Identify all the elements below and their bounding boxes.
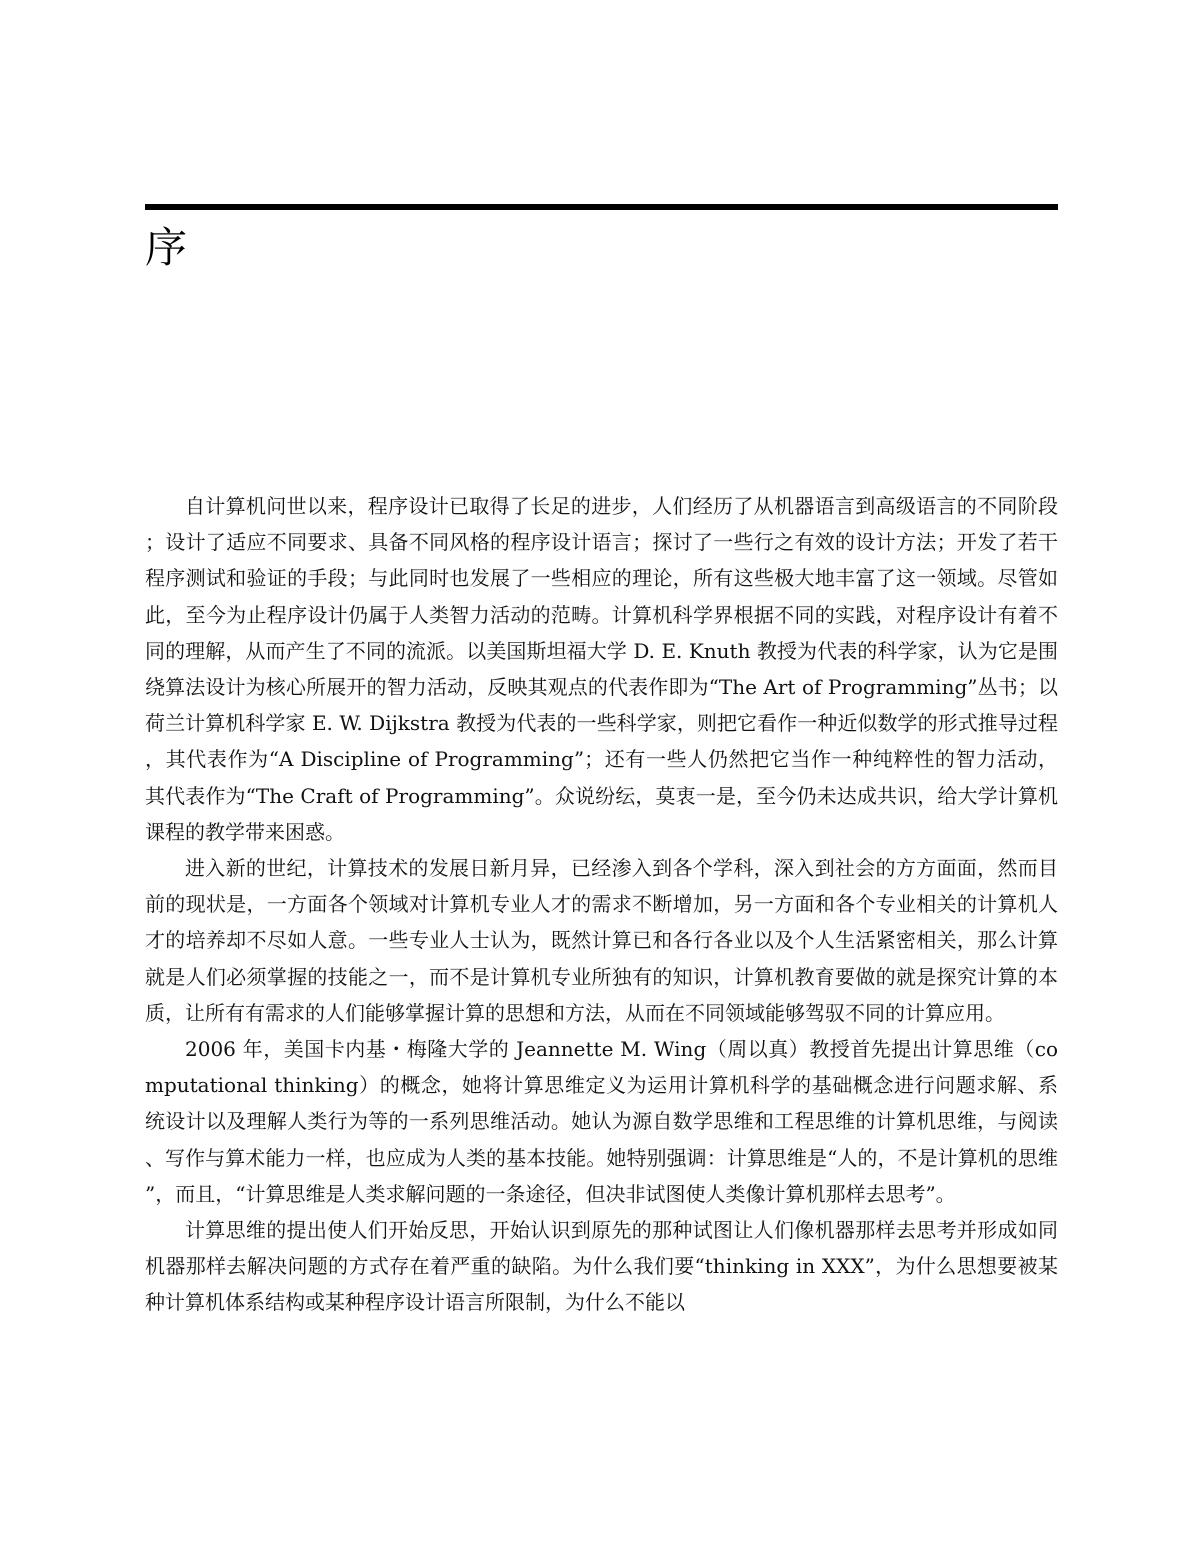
paragraph-1: 自计算机问世以来，程序设计已取得了长足的进步，人们经历了从机器语言到高级语言的不同阶段；设计了适应不同要求、具备不同风格的程序设计语言；探讨了一些行之有效的设计方法；开发了若干程序测试和验证的手段；与此同时也发展了一些相应的理论，所有这些极大地丰富了这一领域。尽管如此，至今为止程序设计仍属于人类智力活动的范畴。计算机科学界根据不同的实践，对程序设计有着不同的理解，从而产生了不同的流派。以美国斯坦福大学 D. E. Knuth 教授为代表的科学家，认为它是围绕算法设计为核心所展开的智力活动，反映其观点的代表作即为“The Art of Programming”丛书；以荷兰计算机科学家 E. W. Dijkstra 教授为代表的一些科学家，则把它看作一种近似数学的形式推导过程，其代表作为“A Discipline of Programming”；还有一些人仍然把它当作一种纯粹性的智力活动，其代表作为“The Craft of Programming”。众说纷纭，莫衷一是，至今仍未达成共识，给大学计算机课程的教学带来困惑。 [145, 494, 1058, 844]
body-text [145, 488, 1058, 1321]
page-title: 序 [145, 223, 188, 272]
heading-rule [145, 204, 1058, 210]
paragraph-2: 进入新的世纪，计算技术的发展日新月异，已经渗入到各个学科，深入到社会的方方面面，然而目前的现状是，一方面各个领域对计算机专业人才的需求不断增加，另一方面和各个专业相关的计算机人才的培养却不尽如人意。一些专业人士认为，既然计算已和各行各业以及个人生活紧密相关，那么计算就是人们必须掌握的技能之一，而不是计算机专业所独有的知识，计算机教育要做的就是探究计算的本质，让所有有需求的人们能够掌握计算的思想和方法，从而在不同领域能够驾驭不同的计算应用。 [145, 856, 1058, 1025]
paragraph-4: 计算思维的提出使人们开始反思，开始认识到原先的那种试图让人们像机器那样去思考并形成如同机器那样去解决问题的方式存在着严重的缺陷。为什么我们要“thinking in XXX”，为什么思想要被某种计算机体系结构或某种程序设计语言所限制，为什么不能以 [145, 1218, 1058, 1315]
paragraph-3: 2006 年，美国卡内基・梅隆大学的 Jeannette M. Wing（周以真）教授首先提出计算思维（computational thinking）的概念，她将计算思维定义为运用计算机科学的基础概念进行问题求解、系统设计以及理解人类行为等的一系列思维活动。她认为源自数学思维和工程思维的计算机思维，与阅读、写作与算术能力一样，也应成为人类的基本技能。她特别强调：计算思维是“人的，不是计算机的思维”，而且，“计算思维是人类求解问题的一条途径，但决非试图使人类像计算机那样去思考”。 [145, 1037, 1058, 1206]
